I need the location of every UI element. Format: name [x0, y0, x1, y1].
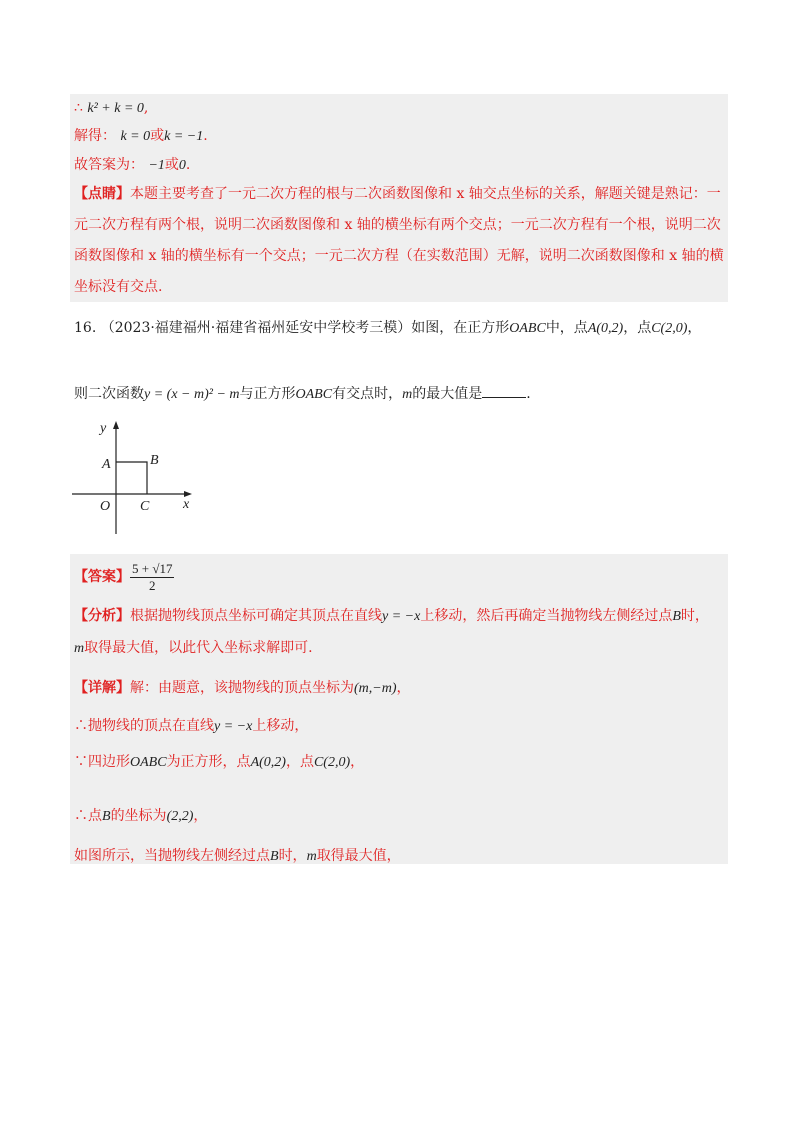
analysis-label: 【分析】	[74, 608, 130, 624]
y-axis-arrow	[113, 421, 119, 429]
tip-line-1: 【点睛】本题主要考查了一元二次方程的根与二次函数图像和 x 轴交点坐标的关系，解题关键是熟记：一	[74, 186, 721, 202]
solution-line-2: 解得： k = 0或k = −1.	[74, 128, 208, 144]
analysis-line-2: m取得最大值，以此代入坐标求解即可.	[74, 640, 313, 656]
tip-line-3: 函数图像和 x 轴的横坐标有一个交点；一元二次方程（在实数范围）无解，说明二次函数图像和 x 轴的横	[74, 248, 724, 264]
answer-fraction: $\frac{5 + √17}{2}$	[132, 560, 173, 593]
square-oabc	[116, 462, 147, 494]
answer-line	[74, 560, 174, 594]
question-line-2: 则二次函数y = (x − m)² − m与正方形OABC有交点时，m的最大值是 .	[74, 383, 531, 405]
solution-line-1: ∴ k² + k = 0,	[74, 100, 149, 116]
detail-line-1: 【详解】解：由题意，该抛物线的顶点坐标为(m,−m)，	[74, 680, 411, 696]
question-line-1: 16. （2023·福建福州·福建省福州延安中学校考三模）如图，在正方形OABC中，点A(0,2)，点C(2,0)，	[74, 320, 702, 336]
tip-label: 【点睛】	[74, 186, 130, 202]
tip-line-2: 元二次方程有两个根，说明二次函数图像和 x 轴的横坐标有两个交点；一元二次方程有一个根，说明二次	[74, 217, 721, 233]
point-c-label: C	[140, 499, 150, 514]
analysis-line-1: 【分析】根据抛物线顶点坐标可确定其顶点在直线y = −x上移动，然后再确定当抛物线左侧经过点B时，	[74, 608, 709, 624]
tip-line-4: 坐标没有交点.	[74, 279, 163, 295]
point-b-label: B	[150, 453, 159, 468]
question-source: （2023·福建福州·福建省福州延安中学校考三模）	[100, 320, 412, 336]
y-axis-label: y	[100, 421, 107, 436]
detail-line-3: ∵四边形OABC为正方形，点A(0,2)，点C(2,0)，	[74, 754, 365, 770]
point-o-label: O	[100, 499, 111, 514]
detail-label: 【详解】	[74, 680, 130, 696]
detail-line-4: ∴点B的坐标为(2,2)，	[74, 808, 208, 824]
quadratic-function: y = (x − m)² − m	[144, 387, 240, 402]
detail-line-5: 如图所示，当抛物线左侧经过点B时，m取得最大值，	[74, 848, 401, 864]
detail-line-2: ∴抛物线的顶点在直线y = −x上移动，	[74, 718, 309, 734]
point-a-label: A	[102, 457, 111, 472]
answer-label: 【答案】	[74, 569, 130, 585]
question-number: 16.	[74, 320, 97, 336]
equation-k-squared: k² + k = 0	[87, 101, 144, 116]
x-axis-label: x	[183, 497, 190, 512]
answer-blank	[482, 383, 526, 398]
solution-line-3: 故答案为： −1或0.	[74, 157, 191, 173]
square-figure	[70, 416, 210, 536]
